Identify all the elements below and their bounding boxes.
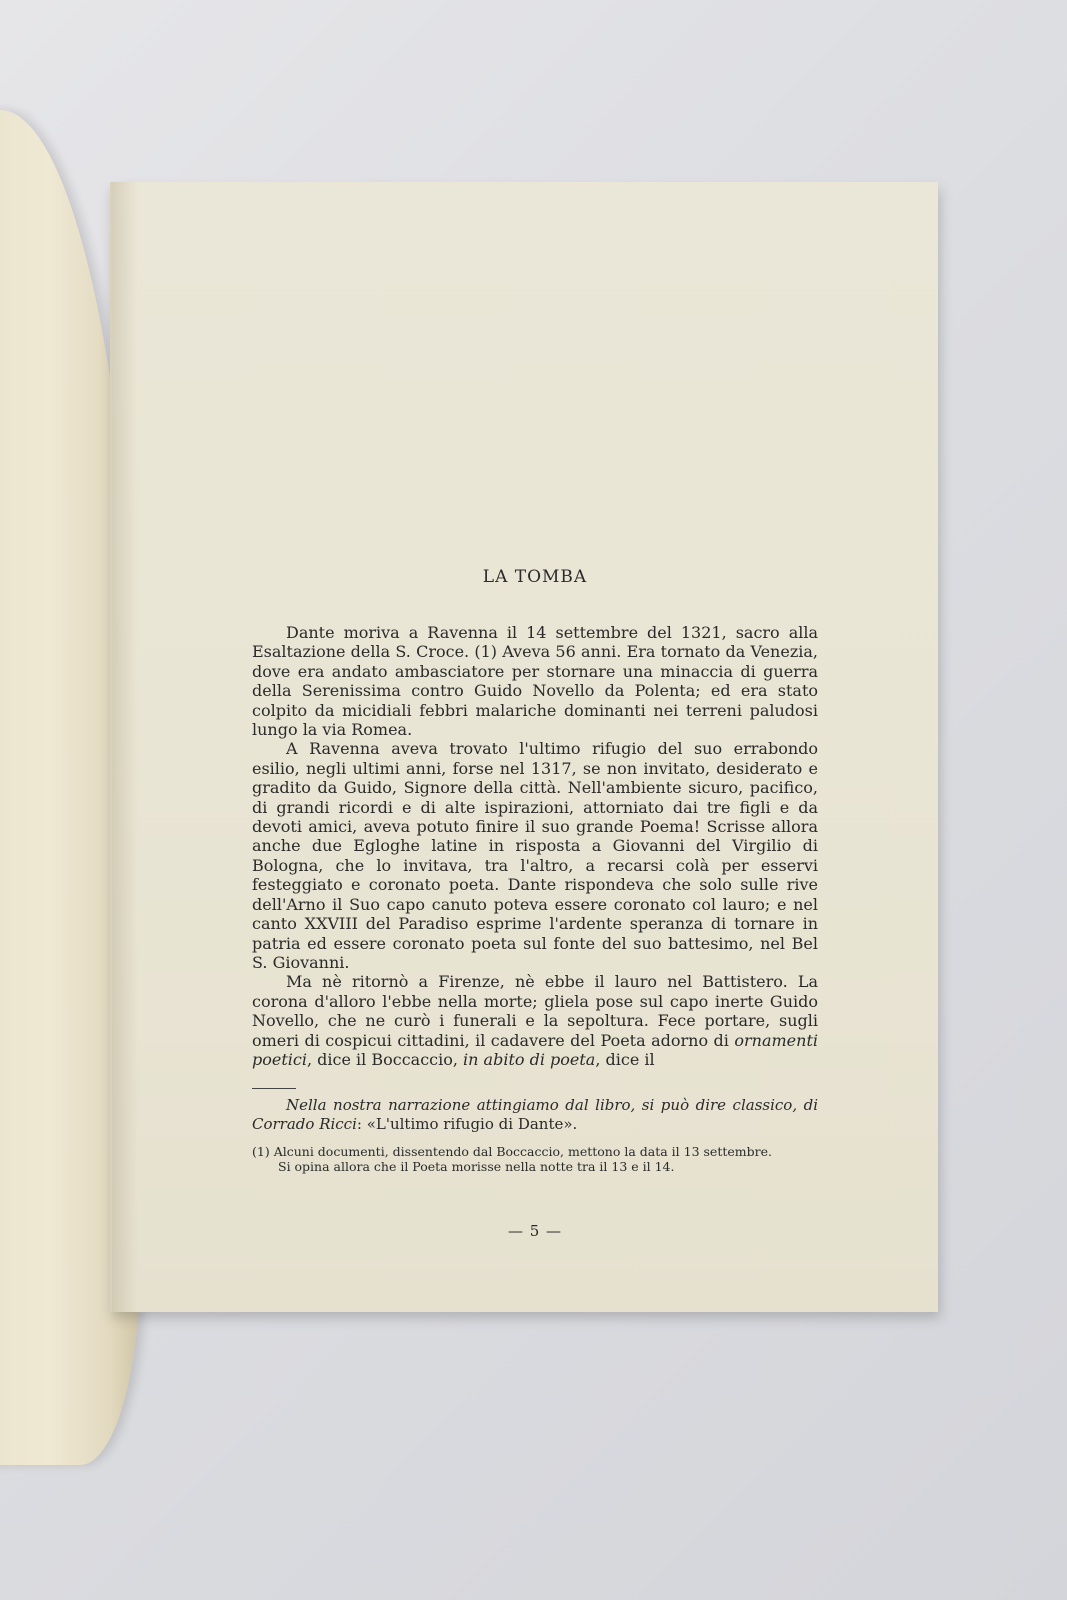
paragraph-3-italic-2: in abito di poeta [463, 1049, 596, 1069]
paragraph-2: A Ravenna aveva trovato l'ultimo rifugio del suo errabondo esilio, negli ultimi anni, forse nel 1317, se non invitato, desiderato e gradito da Guido, Signore della città. Nell'ambiente sicuro, pacifico, di grandi ricordi e di alte ispirazioni, attorniato dai tre figli e da devoti amici, aveva potuto finire il suo grande Poema! Scrisse allora anche due Egloghe latine in risposta a Giovanni del Virgilio di Bologna, che lo invitava, tra l'altro, a recarsi colà per esservi festeggiato e coronato poeta. Dante rispondeva che solo sulle rive dell'Arno il Suo capo canuto poteva essere coronato col lauro; e nel canto XXVIII del Paradiso esprime l'ardente speranza di tornare in patria ed essere coronato poeta sul fonte del suo battesimo, nel Bel S. Giovanni. [252, 739, 818, 972]
footnote-line-1: Alcuni documenti, dissentendo dal Boccaccio, mettono la data il 13 settembre. [273, 1144, 772, 1160]
paragraph-3-part-3: , dice il [595, 1049, 655, 1069]
source-note [252, 1096, 818, 1134]
footnote-rule [252, 1088, 296, 1089]
page-number: — 5 — [507, 1222, 563, 1241]
footnote-line-2: Si opina allora che il Poeta morisse nella notte tra il 13 e il 14. [278, 1159, 675, 1175]
paragraph-3-part-2: , dice il Boccaccio, [306, 1049, 464, 1069]
source-note-part-2: : «L'ultimo rifugio di Dante». [356, 1115, 578, 1134]
page-content [252, 567, 818, 1240]
spine-shade [112, 182, 138, 1312]
body-text [252, 623, 818, 1069]
paragraph-1: Dante moriva a Ravenna il 14 settembre del 1321, sacro alla Esaltazione della S. Croce. (1) Aveva 56 anni. Era tornato da Venezia, dove era andato ambasciatore per stornare una minaccia di guerra della Serenissima contro Guido Novello da Polenta; ed era stato colpito da micidiali febbri malariche dominanti nei terreni paludosi lungo la via Romea. [252, 623, 818, 740]
paragraph-3-part-1: Ma nè ritornò a Firenze, nè ebbe il lauro nel Battistero. La corona d'alloro l'ebbe nella morte; gliela pose sul capo inerte Guido Novello, che ne curò i funerali e la sepoltura. Fece portare, sugli omeri di cospicui cittadini, il cadavere del Poeta adorno di [252, 972, 818, 1050]
source-note-part-1: Nella nostra narrazione attingiamo dal libro, si può dire classico, di Corrado Ricci [252, 1096, 818, 1134]
footnote-marker: (1) [252, 1144, 270, 1160]
chapter-title: LA TOMBA [482, 567, 588, 587]
paragraph-3 [252, 972, 818, 1069]
paragraph-3-italic-1: ornamenti poetici [252, 1030, 818, 1069]
footnote [252, 1144, 818, 1159]
book-page [110, 182, 938, 1312]
